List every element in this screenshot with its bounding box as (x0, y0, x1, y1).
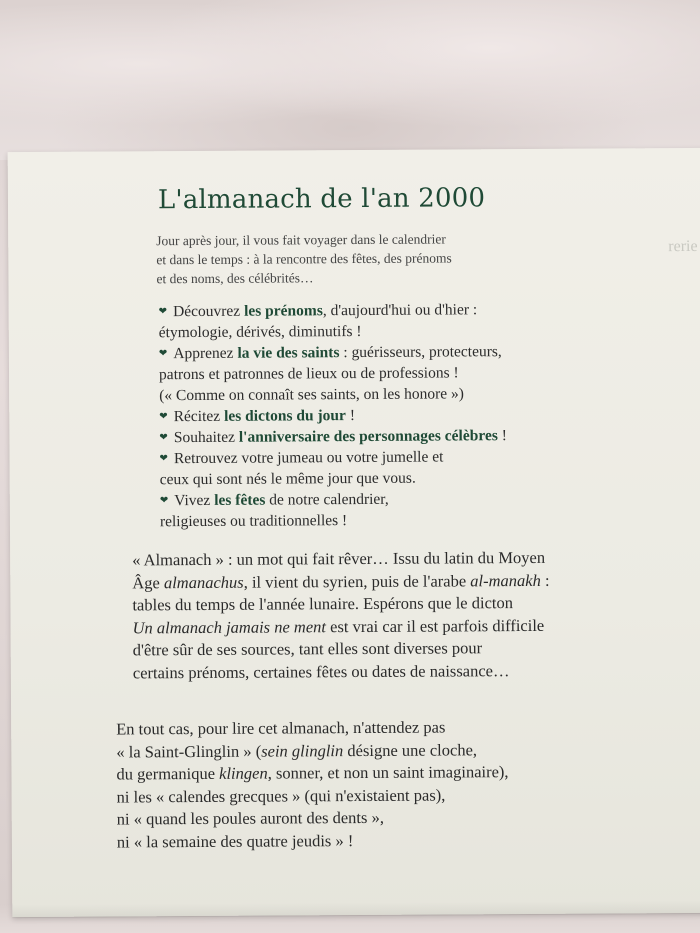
paragraph-line: ni « quand les poules auront des dents », (116, 807, 384, 829)
heart-icon: ❤ (159, 495, 169, 507)
list-item: ❤ Retrouvez votre jumeau ou votre jumelle et (159, 448, 444, 468)
paragraph-line: « Almanach » : un mot qui fait rêver… Issu du latin du Moyen (132, 547, 546, 570)
paragraph-line: d'être sûr de ses sources, tant elles sont diverses pour (132, 638, 483, 660)
list-item: ❤ Apprenez la vie des saints : guérisseurs, protecteurs, (158, 343, 502, 363)
heart-icon: ❤ (159, 411, 168, 423)
book-page (8, 148, 700, 917)
intro-line: et des noms, des célébrités… (156, 270, 314, 287)
almanach-etymology-paragraph (132, 547, 603, 685)
paragraph-line: ni les « calendes grecques » (qui n'existaient pas), (116, 784, 446, 806)
show-through-text: rerie (668, 237, 698, 256)
paragraph-line: En tout cas, pour lire cet almanach, n'attendez pas (116, 717, 446, 739)
paragraph-line: Un almanach jamais ne ment est vrai car il est parfois difficile (132, 615, 545, 637)
paragraph-line: tables du temps de l'année lunaire. Espérons que le dicton (132, 593, 514, 615)
list-item-continuation: patrons et patronnes de lieux ou de professions ! (158, 364, 459, 384)
list-item: ❤ Récitez les dictons du jour ! (159, 407, 356, 426)
heart-icon: ❤ (158, 306, 168, 318)
list-item-continuation: (« Comme on connaît ses saints, on les honore ») (159, 385, 465, 405)
paragraph-line: « la Saint-Glinglin » (sein glinglin désigne une cloche, (116, 739, 478, 761)
intro-line: Jour après jour, il vous fait voyager dans le calendrier (156, 231, 446, 249)
paragraph-line: du germanique klingen, sonner, et non un saint imaginaire), (116, 762, 509, 784)
list-item: ❤ Vivez les fêtes de notre calendrier, (159, 490, 389, 510)
paragraph-line: Âge almanachus, il vient du syrien, puis de l'arabe al-manakh : (132, 570, 550, 592)
paragraph-line: ni « la semaine des quatre jeudis » ! (116, 830, 354, 851)
list-item: ❤ Souhaitez l'anniversaire des personnages célèbres ! (159, 427, 507, 447)
fur-background (0, 0, 700, 160)
paragraph-line: certains prénoms, certaines fêtes ou dates de naissance… (132, 660, 510, 682)
heart-icon: ❤ (159, 432, 168, 444)
list-item-continuation: ceux qui sont nés le même jour que vous. (159, 469, 416, 489)
heart-icon: ❤ (158, 348, 168, 360)
heart-icon: ❤ (159, 453, 168, 465)
intro-text (156, 229, 576, 289)
list-item-continuation: étymologie, dérivés, diminutifs ! (158, 322, 362, 342)
list-item: ❤ Découvrez les prénoms, d'aujourd'hui ou d'hier : (158, 301, 478, 321)
closing-paragraph (116, 716, 587, 854)
intro-line: et dans le temps : à la rencontre des fêtes, des prénoms (156, 250, 452, 268)
feature-list (159, 299, 600, 533)
page-title: L'almanach de l'an 2000 (157, 183, 486, 216)
list-item-continuation: religieuses ou traditionnelles ! (159, 512, 348, 531)
